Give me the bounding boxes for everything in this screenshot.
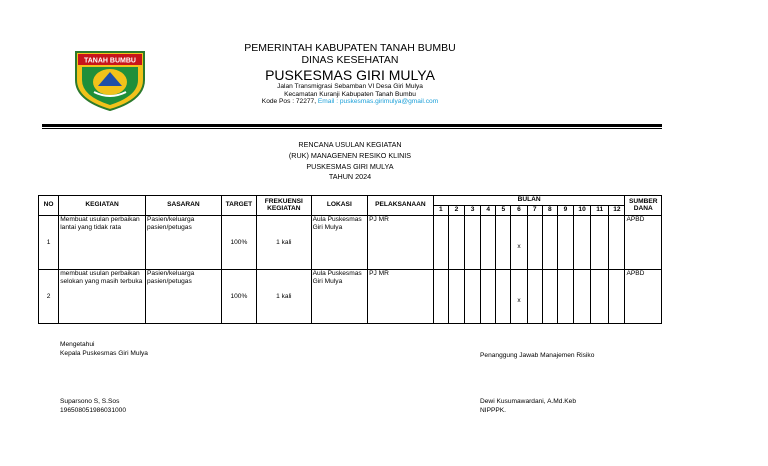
ruk-table xyxy=(38,195,662,324)
cell-target: 100% xyxy=(221,270,256,324)
cell-kegiatan: Membuat usulan perbaikan lantai yang tidak rata xyxy=(59,216,146,270)
cell-sasaran: Pasien/keluarga pasien/petugas xyxy=(146,216,222,270)
month-cell xyxy=(591,270,609,324)
table-row xyxy=(39,216,662,270)
title-line-4: TAHUN 2024 xyxy=(328,172,372,182)
month-header: 10 xyxy=(574,206,591,216)
tanah-bumbu-logo xyxy=(72,50,148,112)
table-row xyxy=(39,270,662,324)
month-cell xyxy=(496,216,511,270)
signature-left-name-block xyxy=(60,398,126,416)
title-line-1: RENCANA USULAN KEGIATAN xyxy=(298,140,402,149)
cell-sumber: APBD xyxy=(625,216,662,270)
month-cell xyxy=(481,216,496,270)
month-header: 9 xyxy=(557,206,573,216)
cell-lokasi: Aula Puskesmas Giri Mulya xyxy=(311,270,368,324)
header-target: TARGET xyxy=(221,196,256,216)
header-frekuensi: FREKUENSI KEGIATAN xyxy=(257,196,312,216)
month-cell xyxy=(609,216,625,270)
postcode: Kode Pos : 72277, xyxy=(261,98,317,106)
pj-name: Dewi Kusumawardani, A.Md.Keb xyxy=(480,398,577,405)
header-sasaran: SASARAN xyxy=(146,196,222,216)
head-nip: 196508051986031000 xyxy=(60,406,127,414)
cell-kegiatan: membuat usulan perbaikan selokan yang masih terbuka xyxy=(59,270,146,324)
month-cell xyxy=(591,216,609,270)
month-cell xyxy=(574,270,591,324)
month-cell xyxy=(433,270,448,324)
month-header: 5 xyxy=(496,206,511,216)
header-rule-thin xyxy=(42,128,662,129)
title-line-3: PUSKESMAS GIRI MULYA xyxy=(306,161,394,171)
month-cell xyxy=(481,270,496,324)
month-cell xyxy=(448,270,464,324)
email-link[interactable]: Email : puskesmas.girimulya@gmail.com xyxy=(317,98,439,106)
header-lokasi: LOKASI xyxy=(311,196,368,216)
header-bulan: BULAN xyxy=(433,196,625,206)
cell-target: 100% xyxy=(221,216,256,270)
acknowledged-label: Mengetahui xyxy=(60,341,95,348)
head-position-label: Kepala Puskesmas Giri Mulya xyxy=(60,349,148,357)
cell-frekuensi: 1 kali xyxy=(257,270,312,324)
header-kegiatan: KEGIATAN xyxy=(59,196,146,216)
contact-line xyxy=(190,98,510,106)
month-header: 2 xyxy=(448,206,464,216)
month-cell xyxy=(574,216,591,270)
signature-right-block xyxy=(480,352,594,361)
cell-no: 1 xyxy=(39,216,59,270)
month-cell xyxy=(557,216,573,270)
cell-sasaran: Pasien/keluarga pasien/petugas xyxy=(146,270,222,324)
month-cell xyxy=(542,270,557,324)
signature-left-block xyxy=(60,341,148,359)
month-header: 4 xyxy=(481,206,496,216)
month-cell xyxy=(542,216,557,270)
month-header: 3 xyxy=(465,206,481,216)
month-header: 1 xyxy=(433,206,448,216)
month-cell-marked: x xyxy=(511,270,527,324)
cell-pelaksanaan: PJ MR xyxy=(368,216,434,270)
cell-frekuensi: 1 kali xyxy=(257,216,312,270)
month-header: 8 xyxy=(542,206,557,216)
dept-name: DINAS KESEHATAN xyxy=(301,54,399,67)
address-line-1: Jalan Transmigrasi Sebamban VI Desa Giri Mulya xyxy=(277,83,423,91)
pj-nip: NIPPPK. xyxy=(480,406,507,414)
header-no: NO xyxy=(39,196,59,216)
month-cell xyxy=(496,270,511,324)
cell-sumber: APBD xyxy=(625,270,662,324)
month-cell xyxy=(609,270,625,324)
letterhead xyxy=(190,42,510,106)
header-sumber-dana: SUMBER DANA xyxy=(625,196,662,216)
month-cell xyxy=(465,270,481,324)
header-rule-thick xyxy=(42,124,662,127)
month-header: 12 xyxy=(609,206,625,216)
document-title xyxy=(230,140,470,183)
month-cell xyxy=(433,216,448,270)
title-line-2: (RUK) MANAGENEN RESIKO KLINIS xyxy=(288,150,412,160)
month-cell xyxy=(448,216,464,270)
month-cell xyxy=(527,216,542,270)
pj-position-label: Penanggung Jawab Manajemen Risiko xyxy=(480,352,595,359)
cell-no: 2 xyxy=(39,270,59,324)
month-header: 7 xyxy=(527,206,542,216)
gov-name: PEMERINTAH KABUPATEN TANAH BUMBU xyxy=(244,42,456,54)
institution-name: PUSKESMAS GIRI MULYA xyxy=(265,67,435,84)
month-cell xyxy=(527,270,542,324)
month-header: 6 xyxy=(511,206,527,216)
head-name: Suparsono S, S.Sos xyxy=(60,398,120,405)
address-line-2: Kecamatan Kuranji Kabupaten Tanah Bumbu xyxy=(284,90,416,98)
month-cell-marked: x xyxy=(511,216,527,270)
cell-lokasi: Aula Puskesmas Giri Mulya xyxy=(311,216,368,270)
logo-text: TANAH BUMBU xyxy=(84,57,136,65)
cell-pelaksanaan: PJ MR xyxy=(368,270,434,324)
header-pelaksanaan: PELAKSANAAN xyxy=(368,196,434,216)
month-header: 11 xyxy=(591,206,609,216)
month-cell xyxy=(465,216,481,270)
signature-right-name-block xyxy=(480,398,576,416)
month-cell xyxy=(557,270,573,324)
